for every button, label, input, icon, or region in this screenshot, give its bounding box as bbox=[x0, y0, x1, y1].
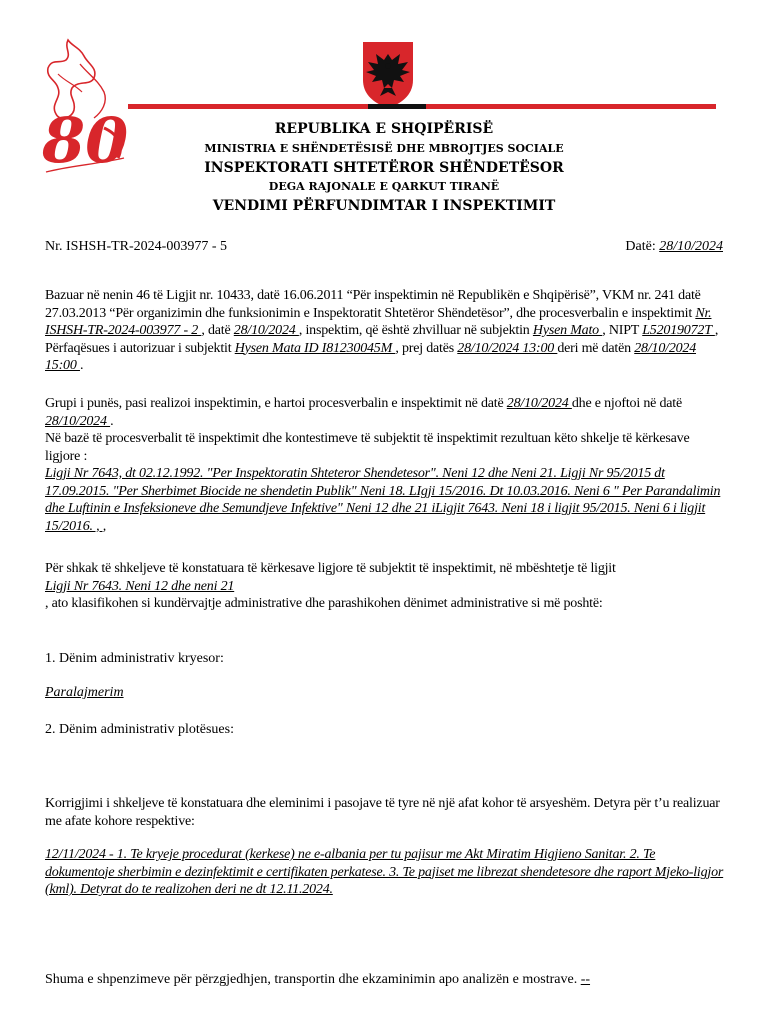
albanian-eagle-emblem-icon bbox=[360, 40, 416, 110]
header-divider bbox=[128, 104, 716, 109]
republic-heading: REPUBLIKA E SHQIPËRISË bbox=[274, 121, 494, 137]
expenses-value: -- bbox=[580, 972, 591, 987]
reference-number: Nr. ISHSH-TR-2024-003977 - 5 bbox=[45, 239, 227, 254]
reference-date bbox=[625, 239, 723, 255]
basis-paragraph: Për shkak të shkeljeve të konstatuara të kërkesave ligjore të subjektit të inspektimit, në mbështetje të ligjit Ligji Nr 7643. Neni 12 dhe neni 21 , ato klasifikohen si kundërvajtje administrative dhe parashikohen dënimet administrative si më poshtë: bbox=[45, 561, 616, 611]
subject-name: Hysen Mato bbox=[532, 323, 603, 338]
correction-tasks: 12/11/2024 - 1. Te kryeje procedurat (kerkese) ne e-albania per tu pajisur me Akt Miratim Higjieno Sanitar. 2. Te dokumentoje sherbimin e dezinfektimit e certifikaten perkatese. 3. Te pajiset me librezat shendetesore dhe raport Mjeko-ligjor (kml). Detyrat do te realizohen deri ne dt 12.11.2024. bbox=[45, 847, 724, 897]
violations-text: Ligji Nr 7643, dt 02.12.1992. "Per Inspektoratin Shteteror Shendetesor". Neni 12 dhe Neni 21. Ligji Nr 95/2015 dt 17.09.2015. "Per Sherbimet Biocide ne shendetin Publik" Neni 18. LIgji 15/2016. Dt 10.03.2016. Neni 6 " Per Parandalimin dhe Luftinin e Insfeksioneve dhe Semundjeve Infektive" Neni 12 dhe 21 iLigjit 7643. Neni 18 i ligjit 95/2015. Neni 6 i ligjit 15/2016. , , bbox=[45, 466, 721, 534]
findings-paragraph: Grupi i punës, pasi realizoi inspektimin, e hartoi procesverbalin e inspektimit në datë 28/10/2024 dhe e njoftoi në datë 28/10/2024 . Në bazë të procesverbalit të inspektimit dhe kontestimeve të subjektit të inspektimit rezultuan këto shkelje të kërkesave ligjore : Ligji Nr 7643, dt 02.12.1992. "Per Inspektoratin Shteteror Shendetesor". Neni 12 dhe Neni 21. Ligji Nr 95/2015 dt 17.09.2015. "Per Sherbimet Biocide ne shendetin Publik" Neni 18. LIgji 15/2016. Dt 10.03.2016. Neni 6 " Per Parandalimin dhe Luftinin e Insfeksioneve dhe Semundjeve Infektive" Neni 12 dhe 21 iLigjit 7643. Neni 18 i ligjit 95/2015. Neni 6 i ligjit 15/2016. , , bbox=[45, 396, 721, 534]
date-value: 28/10/2024 bbox=[659, 239, 723, 254]
decision-title: VENDIMI PËRFUNDIMTAR I INSPEKTIMIT bbox=[212, 198, 556, 214]
inspection-number: Nr. ISHSH-TR-2024-003977 - 2 bbox=[45, 305, 712, 338]
expenses-line: Shuma e shpenzimeve për përzgjedhjen, transportin dhe ekzaminimin apo analizën e mostrave. -- bbox=[45, 972, 591, 987]
to-datetime: 28/10/2024 15:00 bbox=[45, 340, 697, 373]
report-date: 28/10/2024 bbox=[506, 396, 572, 411]
main-penalty-label: 1. Dënim administrativ kryesor: bbox=[45, 651, 224, 666]
branch-heading: DEGA RAJONALE E QARKUT TIRANË bbox=[268, 180, 500, 193]
notify-date: 28/10/2024 bbox=[45, 413, 111, 429]
correction-paragraph: Korrigjimi i shkeljeve të konstatuara dhe eleminimi i pasojave të tyre në një afat kohor të arsyeshëm. Detyra për t’u realizuar me afate kohore respektive: bbox=[45, 796, 720, 829]
inspection-date: 28/10/2024 bbox=[233, 323, 299, 338]
inspectorate-heading: INSPEKTORATI SHTETËROR SHËNDETËSOR bbox=[204, 160, 564, 176]
representative-name: Hysen Mata ID I81230045M bbox=[234, 340, 396, 356]
ministry-heading: MINISTRIA E SHËNDETËSISË DHE MBROJTJES SOCIALE bbox=[204, 142, 564, 155]
additional-penalty-label: 2. Dënim administrativ plotësues: bbox=[45, 722, 234, 737]
date-label: Datë: bbox=[625, 239, 660, 254]
intro-paragraph: Bazuar në nenin 46 të Ligjit nr. 10433, datë 16.06.2011 “Për inspektimin në Republikën e Shqipërisë”, VKM nr. 241 datë 27.03.2013 “Për organizimin dhe funksionimin e Inspektoratit Shtetëror Shëndetësor”, dhe procesverbalin e inspektimit Nr. ISHSH-TR-2024-003977 - 2 , datë 28/10/2024 , inspektim, që është zhvilluar në subjektin Hysen Mato , NIPT L52019072T , Përfaqësues i autorizuar i subjektit Hysen Mata ID I81230045M , prej datës 28/10/2024 13:00 deri më datën 28/10/2024 15:00 . bbox=[45, 288, 719, 373]
main-penalty-value: Paralajmerim bbox=[45, 685, 124, 700]
basis-law: Ligji Nr 7643. Neni 12 dhe neni 21 bbox=[45, 578, 235, 594]
svg-text:80: 80 bbox=[42, 104, 129, 177]
from-datetime: 28/10/2024 13:00 bbox=[457, 340, 558, 356]
nipt-value: L52019072T bbox=[642, 323, 715, 338]
